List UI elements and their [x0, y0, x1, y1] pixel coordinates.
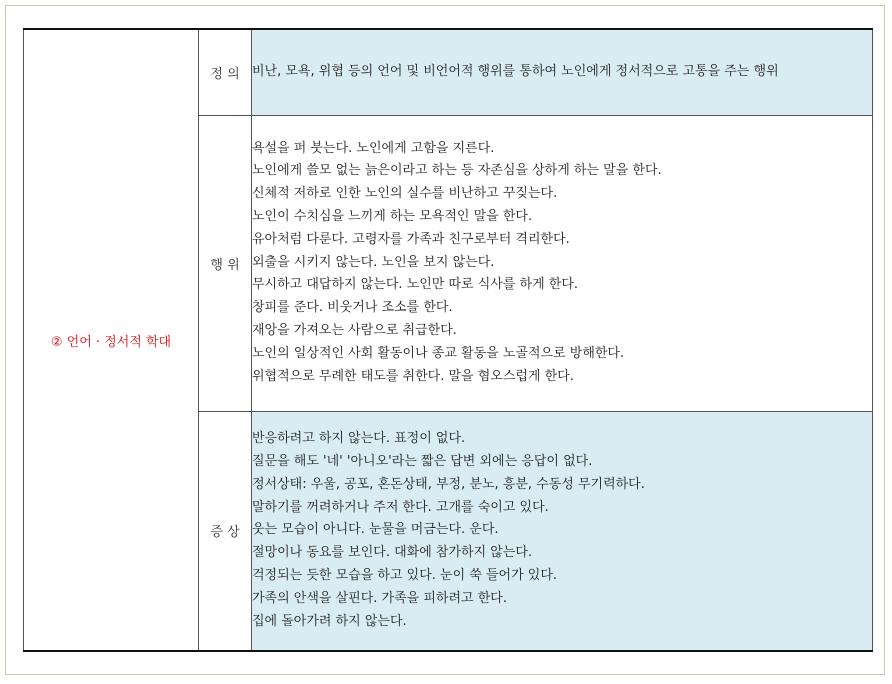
- list-item: 재앙을 가져오는 사람으로 취급한다.: [252, 322, 457, 338]
- list-item: 집에 돌아가려 하지 않는다.: [252, 613, 407, 629]
- list-item: 무시하고 대답하지 않는다. 노인만 따로 식사를 하게 한다.: [252, 277, 579, 293]
- behavior-content: [252, 115, 873, 411]
- definition-row: [24, 29, 873, 115]
- list-item: 노인이 수치심을 느끼게 하는 모욕적인 말을 한다.: [252, 209, 533, 224]
- list-item: 정서상태: 우울, 공포, 혼돈상태, 부정, 분노, 흥분, 수동성 무기력하다.: [252, 476, 645, 492]
- list-item: 걱정되는 듯한 모습을 하고 있다. 눈이 쑥 들어가 있다.: [252, 567, 558, 583]
- list-item: 유아처럼 다룬다. 고령자를 가족과 친구로부터 격리한다.: [252, 231, 570, 247]
- symptoms-label: 증 상: [199, 411, 252, 651]
- list-item: 노인에게 쓸모 없는 늙은이라고 하는 등 자존심을 상하게 하는 말을 한다.: [252, 163, 662, 179]
- list-item: 신체적 저하로 인한 노인의 실수를 비난하고 꾸짖는다.: [252, 186, 558, 202]
- list-item: 웃는 모습이 아니다. 눈물을 머금는다. 운다.: [252, 522, 499, 538]
- definition-content: [252, 29, 873, 115]
- definition-label: 정 의: [199, 29, 252, 115]
- list-item: 가족의 안색을 살핀다. 가족을 피하려고 한다.: [252, 590, 507, 606]
- symptoms-content: [252, 411, 873, 651]
- list-item: 질문을 해도 '네' '아니오'라는 짧은 답변 외에는 응답이 없다.: [252, 453, 593, 469]
- list-item: 말하기를 꺼려하거나 주저 한다. 고개를 숙이고 있다.: [252, 499, 549, 515]
- abuse-definition-table: [23, 28, 873, 652]
- list-item: 외출을 시키지 않는다. 노인을 보지 않는다.: [252, 254, 495, 270]
- list-item: 반응하려고 하지 않는다. 표정이 없다.: [252, 431, 466, 447]
- behavior-label: 행 위: [199, 115, 252, 411]
- list-item: 창피를 준다. 비웃거나 조소를 한다.: [252, 300, 453, 316]
- list-item: 절망이나 동요를 보인다. 대화에 참가하지 않는다.: [252, 545, 533, 561]
- category-label: ② 언어 · 정서적 학대: [24, 29, 199, 651]
- list-item: 노인의 일상적인 사회 활동이나 종교 활동을 노골적으로 방해한다.: [252, 345, 625, 361]
- list-item: 욕설을 퍼 붓는다. 노인에게 고함을 지른다.: [252, 140, 495, 156]
- definition-text: 비난, 모욕, 위협 등의 언어 및 비언어적 행위를 통하여 노인에게 정서적으로 고통을 주는 행위: [252, 64, 779, 80]
- list-item: 위협적으로 무례한 태도를 취한다. 말을 혐오스럽게 한다.: [252, 368, 574, 384]
